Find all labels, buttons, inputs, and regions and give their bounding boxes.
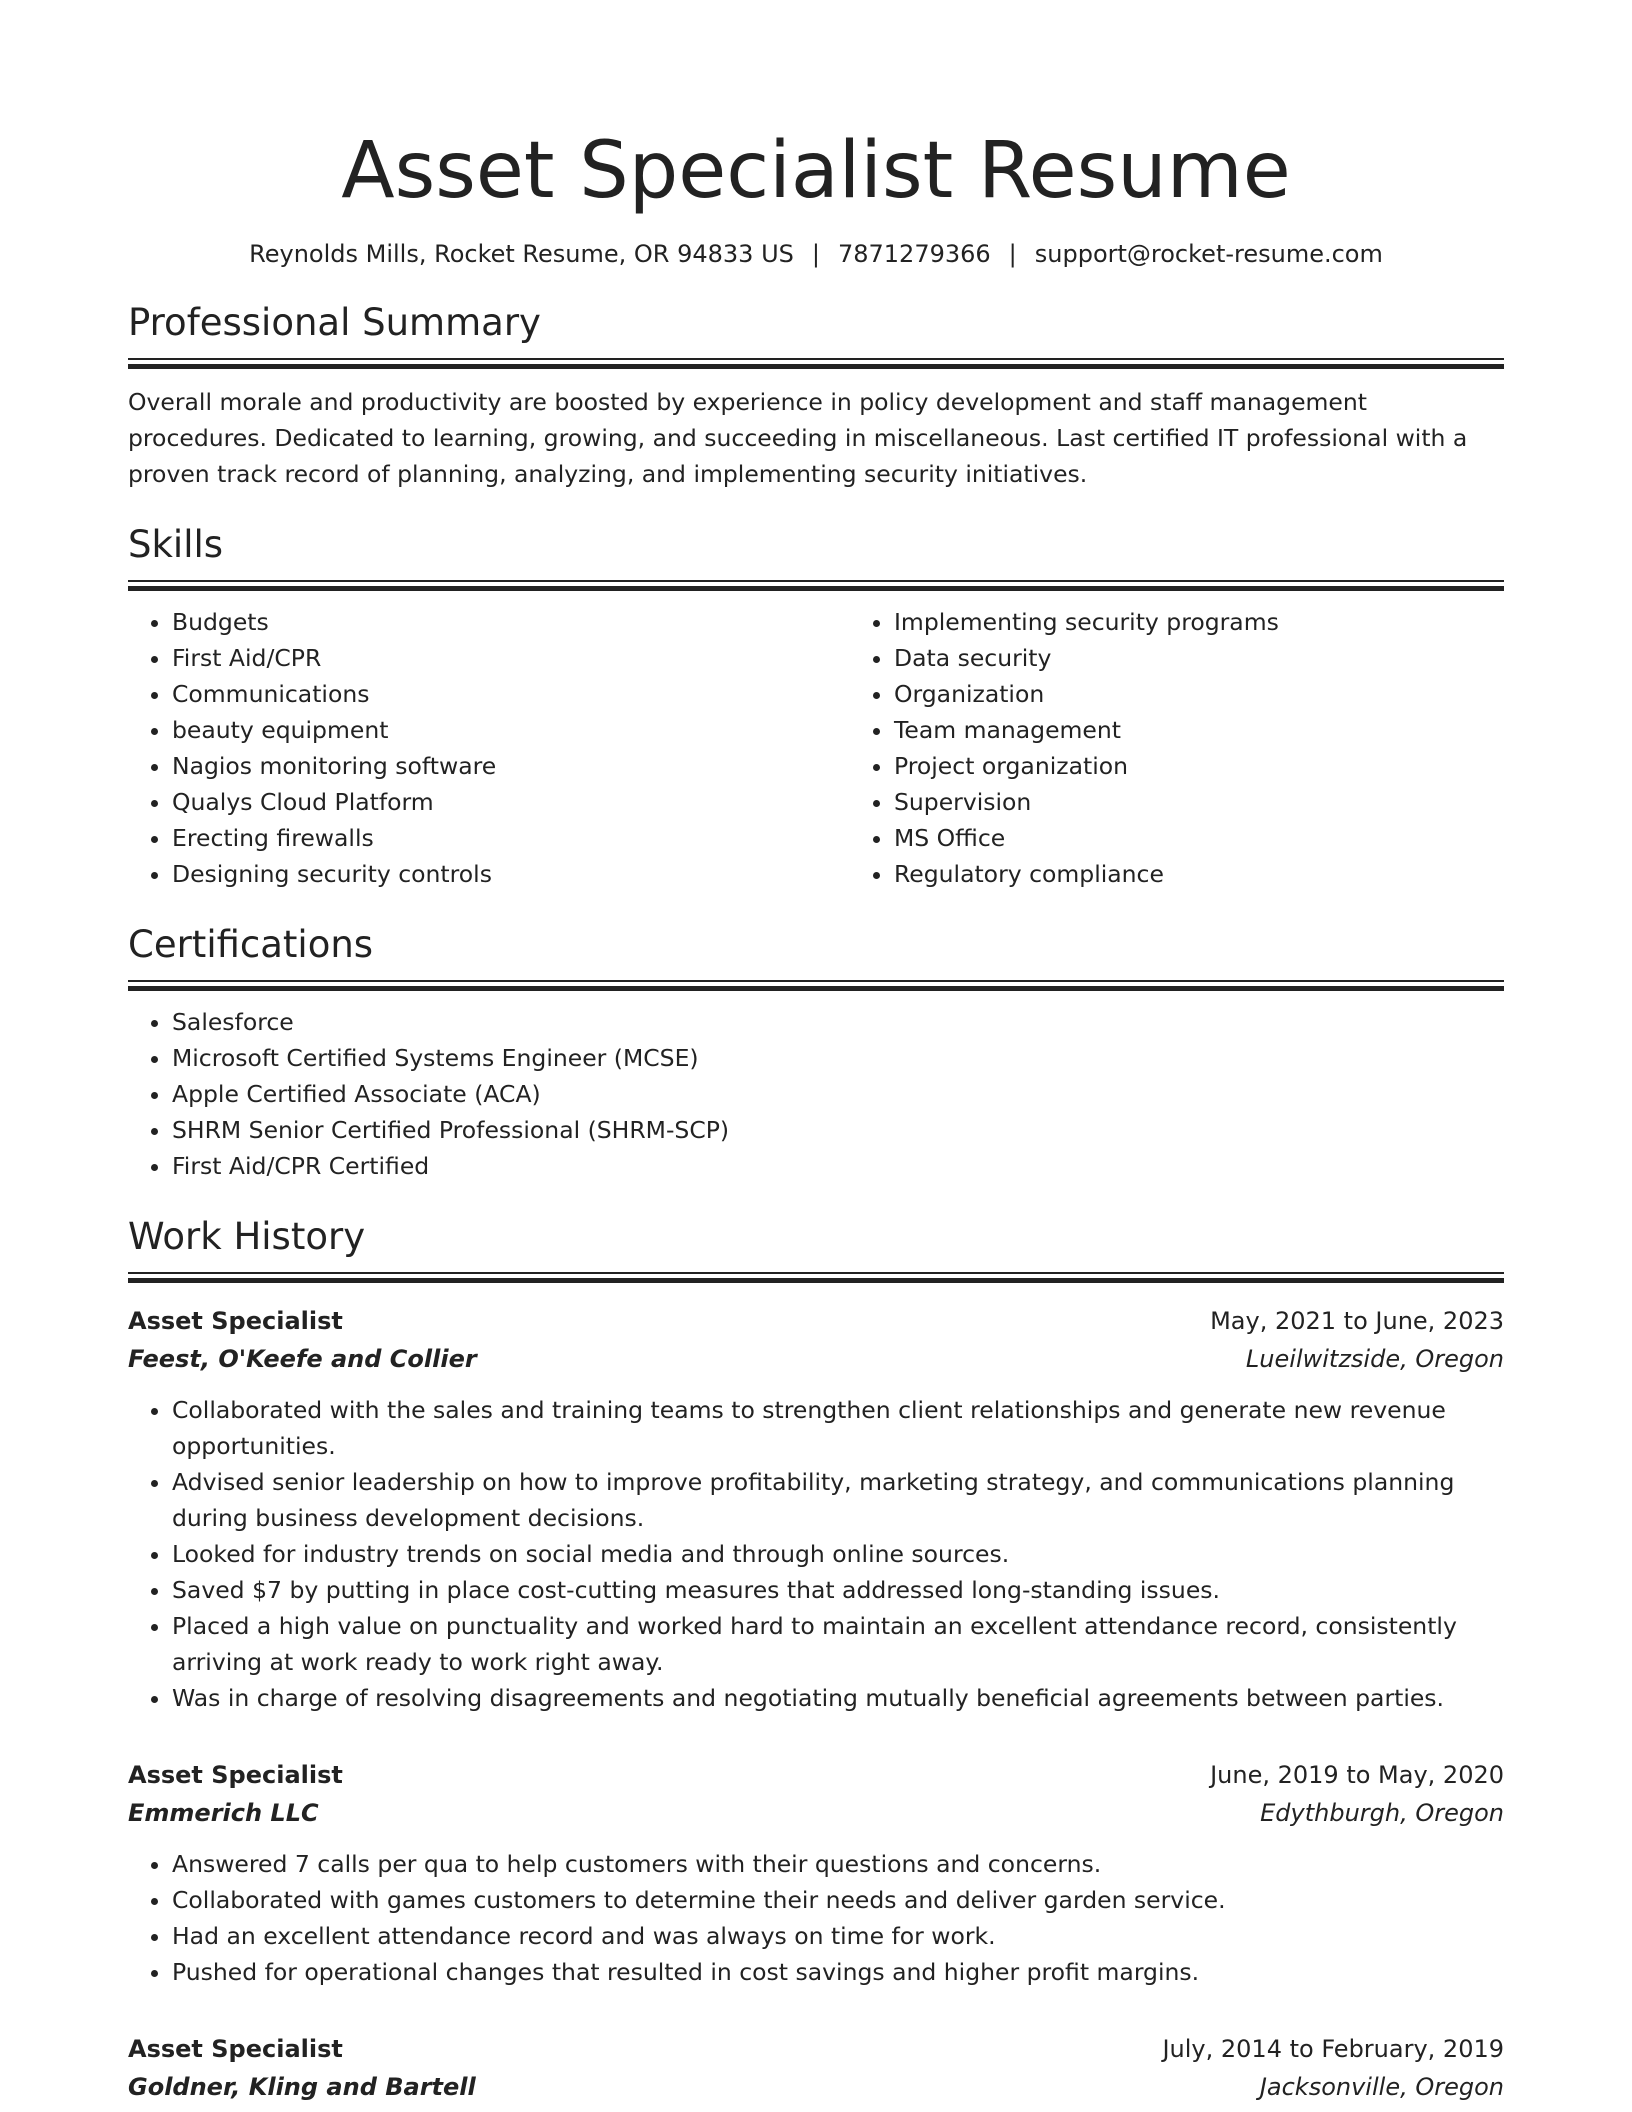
- summary-text: Overall morale and productivity are boosted by experience in policy development and staff management procedures. Dedicated to learning, growing, and succeeding in miscellaneous. Last certified IT professional with a proven track record of planning, analyzing, and implementing security initiatives.: [128, 388, 1468, 488]
- job-bullet: • Was in charge of resolving disagreements and negotiating mutually beneficial agreements between parties.: [172, 1680, 1504, 1716]
- contact-separator: |: [811, 240, 820, 268]
- skill-item: • Organization: [894, 676, 1572, 712]
- contact-line: [128, 238, 1504, 270]
- job-bullet: • Collaborated with the sales and training teams to strengthen client relationships and generate new revenue opportunities.: [172, 1392, 1504, 1464]
- job-location: Jacksonville, Oregon: [1259, 2073, 1504, 2101]
- skill-item: • Team management: [894, 712, 1572, 748]
- certification-item: • Microsoft Certified Systems Engineer (MCSE): [172, 1040, 1504, 1076]
- job-bullets: [128, 1846, 1504, 1990]
- skill-item: • Designing security controls: [172, 856, 850, 892]
- skill-item: • Qualys Cloud Platform: [172, 784, 850, 820]
- section-divider: [128, 980, 1504, 994]
- job-bullet: • Saved $7 by putting in place cost-cutting measures that addressed long-standing issues.: [172, 1572, 1504, 1608]
- skill-item: • Regulatory compliance: [894, 856, 1572, 892]
- section-divider: [128, 580, 1504, 594]
- skills-section: [128, 522, 1504, 892]
- job-dates: July, 2014 to February, 2019: [1162, 2035, 1504, 2063]
- job-bullets: [128, 1392, 1504, 1716]
- resume-title: Asset Specialist Resume: [341, 126, 1291, 216]
- skill-item: • First Aid/CPR: [172, 640, 850, 676]
- skill-item: • Nagios monitoring software: [172, 748, 850, 784]
- skill-item: • Implementing security programs: [894, 604, 1572, 640]
- skill-item: • Data security: [894, 640, 1572, 676]
- skill-item: • MS Office: [894, 820, 1572, 856]
- skill-item: • Project organization: [894, 748, 1572, 784]
- job-company: Emmerich LLC: [128, 1799, 319, 1827]
- section-divider: [128, 1272, 1504, 1286]
- job-company-row: [128, 1794, 1504, 1832]
- job-bullet: • Looked for industry trends on social media and through online sources.: [172, 1536, 1504, 1572]
- job-title: Asset Specialist: [128, 1761, 343, 1789]
- job-header-row: [128, 2030, 1504, 2068]
- certification-item: • SHRM Senior Certified Professional (SHRM-SCP): [172, 1112, 1504, 1148]
- skill-item: • Communications: [172, 676, 850, 712]
- job-header-row: [128, 1302, 1504, 1340]
- job-bullet: • Placed a high value on punctuality and worked hard to maintain an excellent attendance record, consistently arriving at work ready to work right away.: [172, 1608, 1504, 1680]
- job-entry: [128, 1756, 1504, 1990]
- job-bullet: • Answered 7 calls per qua to help customers with their questions and concerns.: [172, 1846, 1504, 1882]
- contact-phone: 7871279366: [837, 240, 991, 268]
- jobs-list: [128, 1302, 1504, 2106]
- job-bullet: • Pushed for operational changes that resulted in cost savings and higher profit margins.: [172, 1954, 1504, 1990]
- job-company: Feest, O'Keefe and Collier: [128, 1345, 477, 1373]
- certification-item: • First Aid/CPR Certified: [172, 1148, 1504, 1184]
- skills-list-left: [128, 604, 850, 892]
- section-divider: [128, 358, 1504, 372]
- job-company: Goldner, Kling and Bartell: [128, 2073, 476, 2101]
- section-heading-work-history: Work History: [128, 1215, 366, 1258]
- skill-item: • beauty equipment: [172, 712, 850, 748]
- contact-address: Reynolds Mills, Rocket Resume, OR 94833 US: [249, 240, 794, 268]
- job-header-row: [128, 1756, 1504, 1794]
- job-title: Asset Specialist: [128, 1307, 343, 1335]
- section-heading-skills: Skills: [128, 523, 224, 566]
- job-company-row: [128, 1340, 1504, 1378]
- certifications-section: [128, 922, 1504, 1184]
- job-bullet: • Had an excellent attendance record and was always on time for work.: [172, 1918, 1504, 1954]
- skill-item: • Erecting firewalls: [172, 820, 850, 856]
- job-bullet: • Collaborated with games customers to determine their needs and deliver garden service.: [172, 1882, 1504, 1918]
- skill-item: • Budgets: [172, 604, 850, 640]
- certifications-list: [128, 1004, 1504, 1184]
- skills-list-right: [850, 604, 1572, 892]
- summary-section: [128, 300, 1504, 492]
- job-location: Lueilwitzside, Oregon: [1245, 1345, 1504, 1373]
- resume-page: [128, 0, 1504, 2106]
- skill-item: • Supervision: [894, 784, 1572, 820]
- job-dates: May, 2021 to June, 2023: [1210, 1307, 1504, 1335]
- job-location: Edythburgh, Oregon: [1260, 1799, 1504, 1827]
- certification-item: • Salesforce: [172, 1004, 1504, 1040]
- skills-columns: [128, 594, 1504, 892]
- contact-separator: |: [1008, 240, 1017, 268]
- job-title: Asset Specialist: [128, 2035, 343, 2063]
- job-entry: [128, 1302, 1504, 1716]
- job-bullet: • Advised senior leadership on how to improve profitability, marketing strategy, and communications planning during business development decisions.: [172, 1464, 1504, 1536]
- job-entry: [128, 2030, 1504, 2106]
- work-history-section: [128, 1214, 1504, 2106]
- job-company-row: [128, 2068, 1504, 2106]
- section-heading-certifications: Certifications: [128, 923, 374, 966]
- job-dates: June, 2019 to May, 2020: [1210, 1761, 1504, 1789]
- section-heading-summary: Professional Summary: [128, 301, 541, 344]
- contact-email: support@rocket-resume.com: [1034, 240, 1383, 268]
- certification-item: • Apple Certified Associate (ACA): [172, 1076, 1504, 1112]
